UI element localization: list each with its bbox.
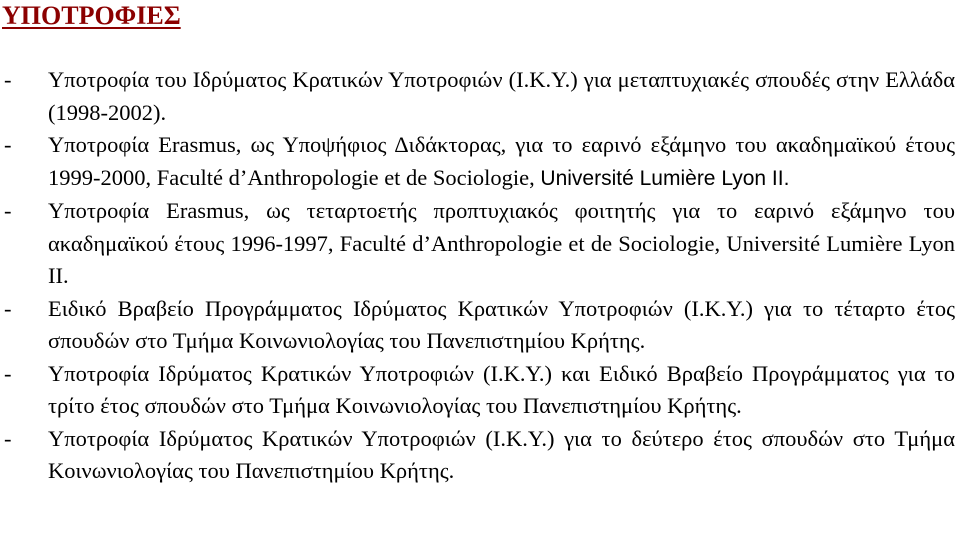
list-item [0,358,955,423]
list-item [0,195,955,293]
list-item [0,129,955,195]
list-item-text-tail: Université Lumière Lyon II. [540,166,790,190]
bullet-dash: - [4,295,12,321]
bullet-dash: - [4,360,12,386]
list-item [0,64,955,129]
section-heading: ΥΠΟΤΡΟΦΙΕΣ [2,1,181,30]
list-item [0,423,955,488]
list-item-text: Ειδικό Βραβείο Προγράμματος Ιδρύματος Κρατικών Υποτροφιών (Ι.Κ.Υ.) για το τέταρτο έτος σπουδών στο Τμήμα Κοινωνιολογίας του Πανεπιστημίου Κρήτης. [48,295,955,353]
list-item-text: Υποτροφία Erasmus, ως Υποψήφιος Διδάκτορας, για το εαρινό εξάμηνο του ακαδημαϊκού έτους 1999-2000, Faculté d’Anthropologie et de Sociologie, [48,132,955,190]
bullet-dash: - [4,425,12,451]
bullet-dash: - [4,198,12,223]
list-item [0,293,955,358]
scholarship-list [0,64,955,488]
bullet-dash: - [4,67,12,92]
list-item-text: Υποτροφία Ιδρύματος Κρατικών Υποτροφιών (Ι.Κ.Υ.) και Ειδικό Βραβείο Προγράμματος για το τρίτο έτος σπουδών στο Τμήμα Κοινωνιολογίας του Πανεπιστημίου Κρήτης. [48,360,955,418]
list-item-text: Υποτροφία Ιδρύματος Κρατικών Υποτροφιών (Ι.Κ.Υ.) για το δεύτερο έτος σπουδών στο Τμήμα Κοινωνιολογίας του Πανεπιστημίου Κρήτης. [48,425,955,483]
bullet-dash: - [4,132,12,157]
list-item-text: Υποτροφία Erasmus, ως τεταρτοετής προπτυχιακός φοιτητής για το εαρινό εξάμηνο του ακαδημαϊκού έτους 1996-1997, Faculté d’Anthropologie et de Sociologie, Université Lumière Lyon II. [48,198,955,288]
list-item-text: Υποτροφία του Ιδρύματος Κρατικών Υποτροφιών (Ι.Κ.Υ.) για μεταπτυχιακές σπουδές στην Ελλάδα (1998-2002). [48,67,955,125]
